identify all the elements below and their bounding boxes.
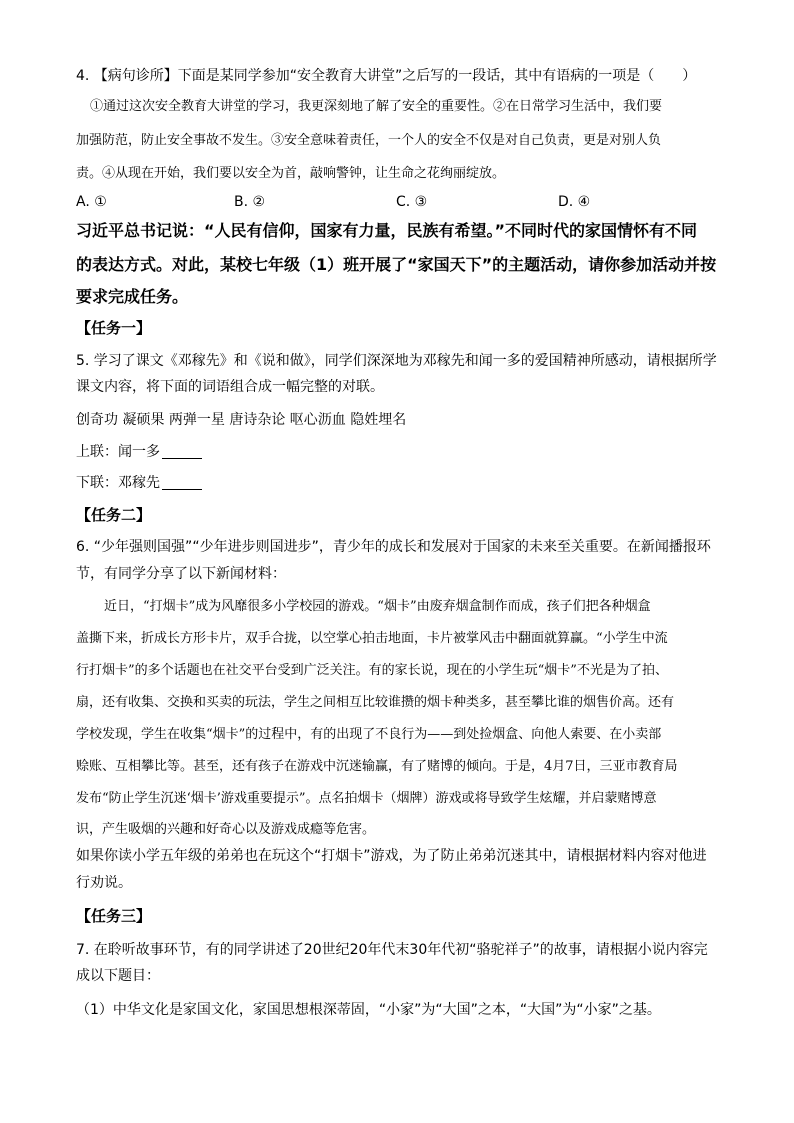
q6-question-line: 行劝说。: [76, 875, 132, 891]
q5-stem-line: 课文内容，将下面的词语组合成一幅完整的对联。: [76, 379, 384, 395]
couplet-upper-blank[interactable]: [162, 444, 202, 459]
couplet-lower: [76, 473, 202, 493]
q5-stem-line: 5. 学习了课文《邓稼先》和《说和做》，同学们深深地为邓稼先和闻一多的爱国精神所感动，请根据所学: [76, 353, 717, 369]
q4-passage-line: ①通过这次安全教育大讲堂的学习，我更深刻地了解了安全的重要性。②在日常学习生活中，我们要: [90, 99, 663, 114]
task1-title: 【任务一】: [76, 319, 152, 337]
couplet-upper-label: 上联：闻一多: [76, 444, 160, 460]
news-line: 盖撕下来，折成长方形卡片，双手合拢，以空掌心拍击地面，卡片被掌风击中翻面就算赢。“小学生中流: [76, 631, 668, 646]
intro-line: 习近平总书记说：“人民有信仰，国家有力量，民族有希望。”不同时代的家国情怀有不同: [76, 221, 698, 240]
news-line: 学校发现，学生在收集“烟卡”的过程中，有的出现了不良行为——到处捡烟盒、向他人索要、在小卖部: [76, 727, 662, 742]
option-a[interactable]: A. ①: [76, 194, 107, 210]
news-line: 赊账、互相攀比等。甚至，还有孩子在游戏中沉迷输赢，有了赌博的倾向。于是，4月7日，三亚市教育局: [76, 759, 678, 774]
q7-stem-line: 成以下题目：: [76, 968, 160, 984]
couplet-lower-label: 下联：邓稼先: [76, 475, 160, 491]
news-line: 行打烟卡”的多个话题也在社交平台受到广泛关注。有的家长说，现在的小学生玩“烟卡”不光是为了拍、: [76, 663, 668, 678]
task3-title: 【任务三】: [76, 907, 152, 925]
option-b[interactable]: B. ②: [234, 194, 266, 210]
option-c[interactable]: C. ③: [396, 194, 428, 210]
q7-stem-line: 7. 在聆听故事环节，有的同学讲述了20世纪20年代末30年代初“骆驼祥子”的故事，请根据小说内容完: [76, 942, 708, 958]
news-line: 发布“防止学生沉迷‘烟卡’游戏重要提示”。点名拍烟卡（烟牌）游戏或将导致学生炫耀，并启蒙赌博意: [76, 791, 657, 806]
intro-line: 要求完成任务。: [76, 287, 189, 306]
couplet-lower-blank[interactable]: [162, 475, 202, 490]
q7-sub1: （1）中华文化是家国文化，家国思想根深蒂固，“小家”为“大国”之本，“大国”为“小家”之基。: [76, 1002, 661, 1018]
q4-passage-line: 加强防范，防止安全事故不发生。③安全意味着责任，一个人的安全不仅是对自己负责，更是对别人负: [76, 133, 662, 148]
q5-word-list: 创奇功 凝硕果 两弹一星 唐诗杂论 呕心沥血 隐姓埋名: [76, 412, 407, 428]
news-line: 近日，“打烟卡”成为风靡很多小学校园的游戏。“烟卡”由废弃烟盒制作而成，孩子们把各种烟盒: [104, 599, 651, 614]
q4-options: [76, 192, 726, 212]
q6-stem-line: 节，有同学分享了以下新闻材料：: [76, 566, 286, 582]
task2-title: 【任务二】: [76, 506, 152, 524]
couplet-upper: [76, 442, 202, 462]
q4-stem: 4. 【病句诊所】下面是某同学参加“安全教育大讲堂”之后写的一段话，其中有语病的一项是（ ）: [76, 68, 697, 84]
option-d[interactable]: D. ④: [558, 194, 591, 210]
q4-passage-line: 责。④从现在开始，我们要以安全为首，敲响警钟，让生命之花绚丽绽放。: [76, 166, 506, 181]
intro-line: 的表达方式。对此，某校七年级（1）班开展了“家国天下”的主题活动，请你参加活动并按: [76, 255, 717, 274]
q6-stem-line: 6. “少年强则国强”“少年进步则国进步”，青少年的成长和发展对于国家的未来至关重要。在新闻播报环: [76, 539, 711, 555]
q6-question-line: 如果你读小学五年级的弟弟也在玩这个“打烟卡”游戏，为了防止弟弟沉迷其中，请根据材料内容对他进: [76, 848, 707, 864]
news-line: 识，产生吸烟的兴趣和好奇心以及游戏成瘾等危害。: [76, 822, 376, 837]
news-line: 扇，还有收集、交换和买卖的玩法，学生之间相互比较谁攒的烟卡种类多，甚至攀比谁的烟售价高。还有: [76, 695, 675, 710]
